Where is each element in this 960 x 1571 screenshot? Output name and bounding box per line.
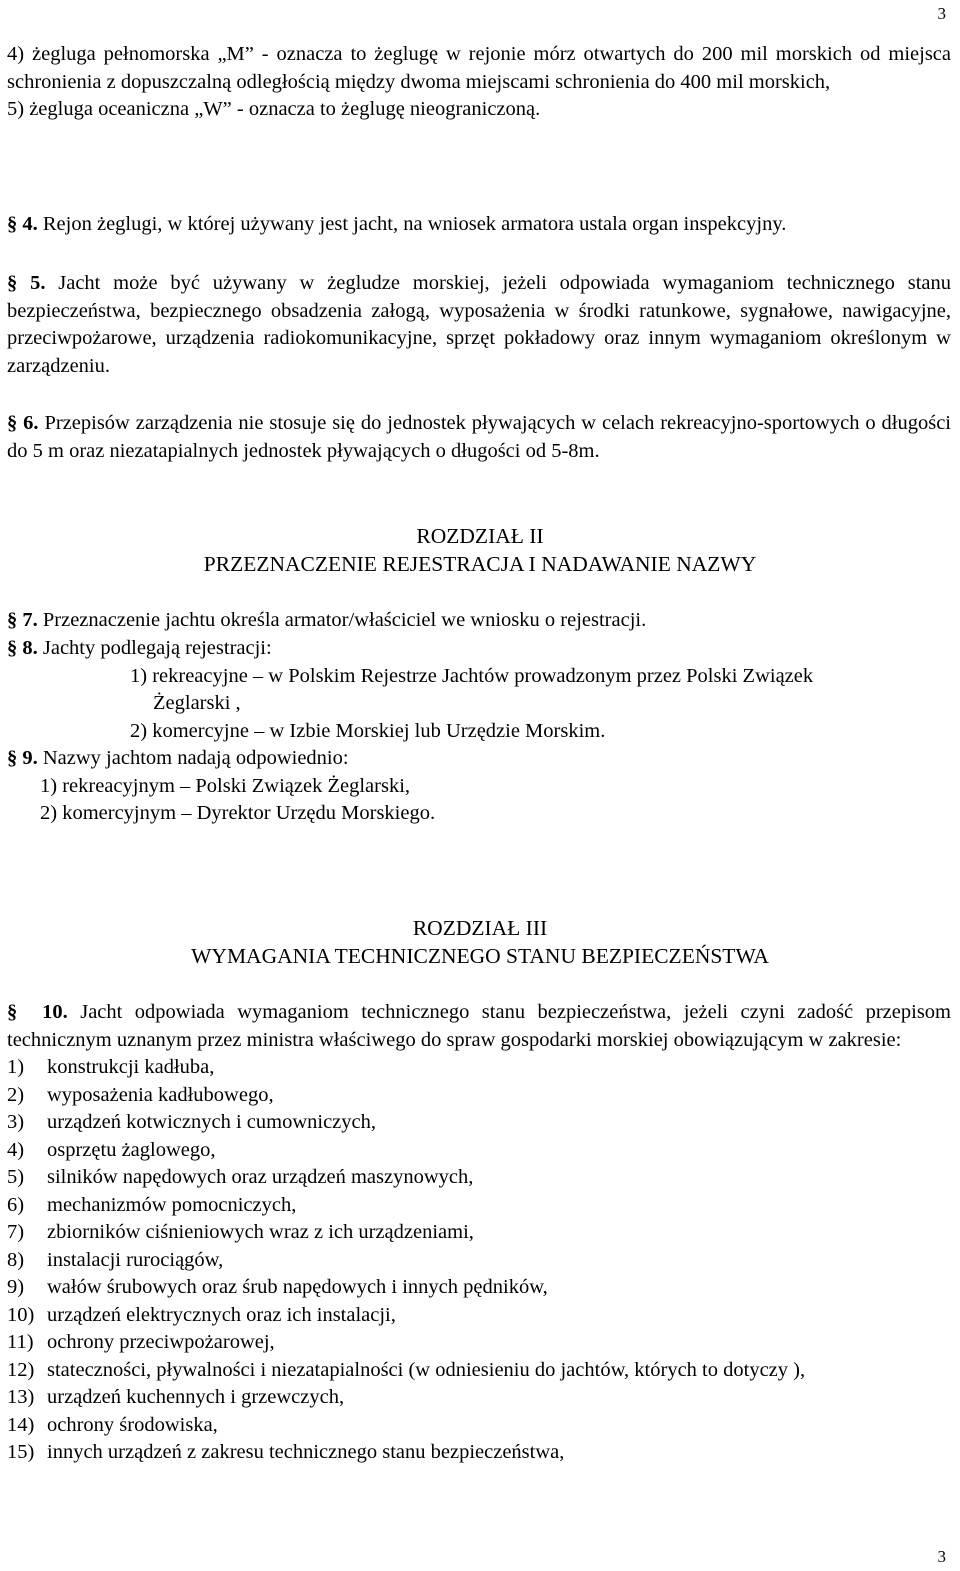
list-item-text: urządzeń elektrycznych oraz ich instalacji, (47, 1303, 396, 1326)
list-item-number: 11) (7, 1331, 34, 1353)
section-6 (7, 410, 951, 465)
list-item (7, 1439, 951, 1467)
list-item (7, 1109, 951, 1137)
section-sign: § (7, 272, 18, 294)
list-item (7, 1054, 951, 1082)
section-text: Nazwy jachtom nadają odpowiednio: (37, 747, 349, 769)
list-item-text: ochrony środowiska, (47, 1413, 218, 1436)
list-item-number: 6) (7, 1193, 25, 1216)
list-item (7, 1412, 951, 1440)
list-item-number: 4) (7, 1138, 25, 1161)
list-item-number: 15) (7, 1441, 35, 1463)
list-item: 1) rekreacyjnym – Polski Związek Żeglarski, (40, 774, 411, 797)
section-text: Przepisów zarządzenia nie stosuje się do jednostek pływających w celach rekreacyjno-sportowych o długości do 5 m oraz niezatapialnych jednostek pływających o długości od 5-8m. (7, 412, 951, 462)
list-item-text: zbiorników ciśnieniowych wraz z ich urządzeniami, (47, 1221, 474, 1243)
page-number-top: 3 (937, 4, 946, 23)
section-text: Jacht odpowiada wymaganiom technicznego stanu bezpieczeństwa, jeżeli czyni zadość przepisom technicznym uznanym przez ministra właściwego do spraw gospodarki morskiej obowiązującym w zakresie: (7, 1001, 951, 1051)
requirements-list (7, 1054, 951, 1467)
list-item (7, 1274, 951, 1302)
section-8 (7, 635, 951, 745)
list-item: Żeglarski , (153, 692, 241, 714)
list-item-text: urządzeń kuchennych i grzewczych, (47, 1386, 345, 1408)
list-item-text: silników napędowych oraz urządzeń maszynowych, (47, 1166, 474, 1188)
list-item: 2) komercyjnym – Dyrektor Urzędu Morskiego. (40, 802, 436, 824)
list-item: 1) rekreacyjne – w Polskim Rejestrze Jachtów prowadzonym przez Polski Związek (130, 664, 814, 687)
section-text: Rejon żeglugi, w której używany jest jacht, na wniosek armatora ustala organ inspekcyjny. (37, 213, 787, 235)
list-item (7, 1219, 951, 1247)
section-5 (7, 270, 951, 380)
section-number: 4. (22, 213, 38, 235)
chapter-2-heading (0, 522, 960, 578)
list-item-number: 7) (7, 1221, 25, 1243)
list-item-text: ochrony przeciwpożarowej, (47, 1331, 275, 1353)
list-item-text: innych urządzeń z zakresu technicznego stanu bezpieczeństwa, (47, 1441, 565, 1463)
list-item (7, 1137, 951, 1165)
intro-block (7, 41, 951, 124)
list-item: 2) komercyjne – w Izbie Morskiej lub Urzędzie Morskim. (130, 719, 606, 742)
section-number: 9. (22, 747, 38, 769)
section-sign: § (7, 412, 18, 434)
chapter-title: ROZDZIAŁ II (416, 524, 544, 548)
list-item-number: 10) (7, 1303, 35, 1326)
section-number: 10. (42, 1001, 68, 1023)
section-sign: § (7, 637, 18, 659)
section-10 (7, 999, 951, 1467)
list-item-text: wałów śrubowych oraz śrub napędowych i innych pędników, (47, 1276, 548, 1298)
list-item-number: 5) (7, 1166, 25, 1188)
paragraph-zegluga-pelnomorska: 4) żegluga pełnomorska „M” - oznacza to żeglugę w rejonie mórz otwartych do 200 mil morskich od miejsca schronienia z dopuszczalną odległością między dwoma miejscami schronienia do 400 mil morskich, (7, 43, 951, 93)
list-item-number: 13) (7, 1386, 35, 1408)
list-item-text: wyposażenia kadłubowego, (47, 1083, 274, 1106)
list-item-number: 8) (7, 1248, 25, 1271)
list-item (7, 1357, 951, 1385)
chapter-subtitle: PRZEZNACZENIE REJESTRACJA I NADAWANIE NAZWY (203, 552, 757, 576)
section-9 (7, 745, 951, 828)
section-sign: § (7, 1001, 18, 1023)
list-item (7, 1329, 951, 1357)
list-item (7, 1302, 951, 1330)
list-item-text: urządzeń kotwicznych i cumowniczych, (47, 1111, 377, 1133)
section-sign: § (7, 747, 18, 769)
section-sign: § (7, 609, 18, 631)
page-number-bottom: 3 (937, 1547, 946, 1566)
list-item-text: mechanizmów pomocniczych, (47, 1193, 297, 1216)
section-number: 6. (23, 412, 39, 434)
section-text: Jachty podlegają rejestracji: (37, 637, 272, 659)
list-item-number: 9) (7, 1276, 25, 1298)
chapter-subtitle: WYMAGANIA TECHNICZNEGO STANU BEZPIECZEŃSTWA (191, 944, 769, 968)
list-item-number: 1) (7, 1056, 25, 1078)
list-item-number: 2) (7, 1083, 25, 1106)
list-item-text: konstrukcji kadłuba, (47, 1056, 215, 1078)
list-item (7, 1082, 951, 1110)
list-item-text: osprzętu żaglowego, (47, 1138, 216, 1161)
list-item-text: stateczności, pływalności i niezatapialności (w odniesieniu do jachtów, których to dotyczy ), (47, 1358, 806, 1381)
section-number: 5. (30, 272, 46, 294)
chapter-3-heading (0, 914, 960, 970)
list-item (7, 1247, 951, 1275)
list-item-number: 3) (7, 1111, 25, 1133)
list-item-number: 12) (7, 1358, 35, 1381)
section-text: Jacht może być używany w żegludze morskiej, jeżeli odpowiada wymaganiom technicznego stanu bezpieczeństwa, bezpiecznego obsadzenia załogą, wyposażenia w środki ratunkowe, sygnałowe, nawigacyjne, przeciwpożarowe, urządzenia radiokomunikacyjne, sprzęt pokładowy oraz innym wymaganiom określonym w zarządzeniu. (7, 272, 951, 377)
list-item (7, 1164, 951, 1192)
list-item (7, 1384, 951, 1412)
chapter-title: ROZDZIAŁ III (412, 916, 548, 940)
section-text: Przeznaczenie jachtu określa armator/właściciel we wniosku o rejestracji. (37, 609, 647, 631)
list-item (7, 1192, 951, 1220)
section-4 (7, 211, 951, 239)
section-number: 8. (22, 637, 38, 659)
paragraph-zegluga-oceaniczna: 5) żegluga oceaniczna „W” - oznacza to żeglugę nieograniczoną. (7, 98, 541, 120)
list-item-number: 14) (7, 1413, 35, 1436)
list-item-text: instalacji rurociągów, (47, 1248, 224, 1271)
section-number: 7. (22, 609, 38, 631)
section-sign: § (7, 213, 18, 235)
section-7 (7, 607, 951, 635)
